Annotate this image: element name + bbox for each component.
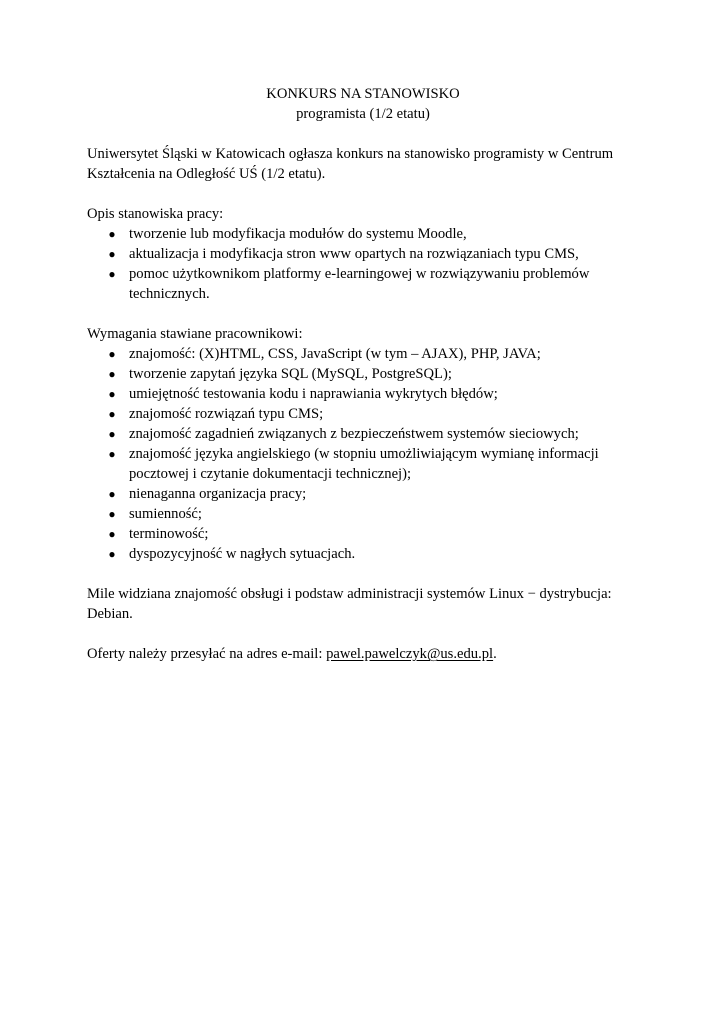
list-item xyxy=(87,444,632,484)
title-block xyxy=(87,84,639,124)
document-page xyxy=(87,84,632,664)
list-item xyxy=(87,524,632,544)
requirements-list xyxy=(87,344,632,564)
bullet-icon: ● xyxy=(108,447,116,461)
list-item xyxy=(87,224,632,244)
document-subtitle: programista (1/2 etatu) xyxy=(296,106,430,122)
list-item xyxy=(87,384,632,404)
bullet-icon: ● xyxy=(108,267,116,281)
bullet-icon: ● xyxy=(108,547,116,561)
bullet-icon: ● xyxy=(108,227,116,241)
requirements-section xyxy=(87,324,632,564)
job-description-list xyxy=(87,224,632,304)
bullet-icon: ● xyxy=(108,347,116,361)
list-item-text: znajomość: (X)HTML, CSS, JavaScript (w tym – AJAX), PHP, JAVA; xyxy=(129,346,541,362)
list-item xyxy=(87,364,632,384)
bullet-icon: ● xyxy=(108,407,116,421)
list-item xyxy=(87,244,632,264)
list-item xyxy=(87,264,632,304)
list-item-text: nienaganna organizacja pracy; xyxy=(129,486,307,502)
contact-suffix: . xyxy=(493,646,497,662)
list-item-text: tworzenie lub modyfikacja modułów do systemu Moodle, xyxy=(129,226,467,242)
list-item-text: znajomość rozwiązań typu CMS; xyxy=(129,406,324,422)
bullet-icon: ● xyxy=(108,367,116,381)
list-item xyxy=(87,424,632,444)
list-item xyxy=(87,404,632,424)
list-item-text: terminowość; xyxy=(129,526,209,542)
list-item-text: znajomość zagadnień związanych z bezpieczeństwem systemów sieciowych; xyxy=(129,426,579,442)
list-item-text: dyspozycyjność w nagłych sytuacjach. xyxy=(129,546,356,562)
bullet-icon: ● xyxy=(108,427,116,441)
bullet-icon: ● xyxy=(108,527,116,541)
intro-paragraph: Uniwersytet Śląski w Katowicach ogłasza konkurs na stanowisko programisty w Centrum Kształcenia na Odległość UŚ (1/2 etatu). xyxy=(87,146,614,182)
email-link[interactable]: pawel.pawelczyk@us.edu.pl xyxy=(326,646,494,662)
bullet-icon: ● xyxy=(108,507,116,521)
contact-paragraph xyxy=(87,644,632,664)
list-item-text: aktualizacja i modyfikacja stron www opartych na rozwiązaniach typu CMS, xyxy=(129,246,579,262)
contact-text: Oferty należy przesyłać na adres e-mail: xyxy=(87,646,327,662)
document-title: KONKURS NA STANOWISKO xyxy=(266,86,460,102)
bullet-icon: ● xyxy=(108,487,116,501)
list-item-text: pomoc użytkownikom platformy e-learningowej w rozwiązywaniu problemów technicznych. xyxy=(129,266,590,302)
job-description-heading: Opis stanowiska pracy: xyxy=(87,206,224,222)
list-item xyxy=(87,484,632,504)
list-item xyxy=(87,544,632,564)
list-item xyxy=(87,504,632,524)
list-item-text: sumienność; xyxy=(129,506,202,522)
nice-to-have-paragraph: Mile widziana znajomość obsługi i podstaw administracji systemów Linux − dystrybucja: Debian. xyxy=(87,586,612,622)
bullet-icon: ● xyxy=(108,247,116,261)
list-item xyxy=(87,344,632,364)
list-item-text: umiejętność testowania kodu i naprawiania wykrytych błędów; xyxy=(129,386,498,402)
job-description-section xyxy=(87,204,632,304)
list-item-text: znajomość języka angielskiego (w stopniu umożliwiającym wymianę informacji pocztowej i czytanie dokumentacji technicznej); xyxy=(129,446,599,482)
list-item-text: tworzenie zapytań języka SQL (MySQL, PostgreSQL); xyxy=(129,366,452,382)
requirements-heading: Wymagania stawiane pracownikowi: xyxy=(87,326,303,342)
bullet-icon: ● xyxy=(108,387,116,401)
